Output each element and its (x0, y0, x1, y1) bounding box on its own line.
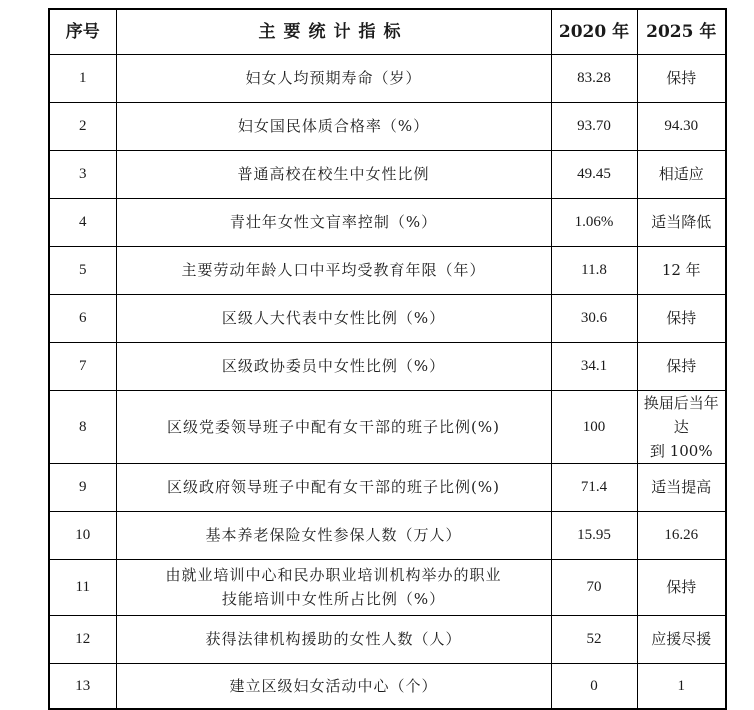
row-value-2025-line2: 到 100% (649, 441, 713, 460)
table-row (49, 54, 726, 102)
row-index: 3 (49, 150, 116, 198)
row-indicator: 青壮年女性文盲率控制（%） (116, 198, 551, 246)
table-row (49, 463, 726, 511)
table-row (49, 511, 726, 559)
row-index: 8 (49, 390, 116, 463)
row-indicator: 妇女国民体质合格率（%） (116, 102, 551, 150)
table-row (49, 342, 726, 390)
row-value-2020: 83.28 (551, 54, 637, 102)
row-value-2025: 相适应 (637, 150, 726, 198)
row-indicator: 主要劳动年龄人口中平均受教育年限（年） (116, 246, 551, 294)
row-value-2020: 52 (551, 615, 637, 663)
row-indicator: 普通高校在校生中女性比例 (116, 150, 551, 198)
row-indicator: 区级政协委员中女性比例（%） (116, 342, 551, 390)
row-indicator (116, 559, 551, 615)
row-value-2025: 94.30 (637, 102, 726, 150)
table-header (49, 9, 726, 54)
row-index: 13 (49, 663, 116, 709)
row-value-2020: 15.95 (551, 511, 637, 559)
row-index: 6 (49, 294, 116, 342)
row-value-2025: 16.26 (637, 511, 726, 559)
table-row (49, 615, 726, 663)
row-index: 5 (49, 246, 116, 294)
row-indicator-line2: 技能培训中女性所占比例（%） (221, 590, 446, 608)
row-value-2025: 保持 (637, 342, 726, 390)
header-year-2020: 2020 年 (551, 9, 637, 54)
row-value-2020: 34.1 (551, 342, 637, 390)
row-indicator: 基本养老保险女性参保人数（万人） (116, 511, 551, 559)
row-value-2020: 11.8 (551, 246, 637, 294)
row-index: 11 (49, 559, 116, 615)
table-row (49, 246, 726, 294)
row-value-2025-line1: 换届后当年达 (643, 393, 719, 436)
row-index: 7 (49, 342, 116, 390)
row-indicator: 获得法律机构援助的女性人数（人） (116, 615, 551, 663)
row-value-2020: 30.6 (551, 294, 637, 342)
table-body (49, 54, 726, 709)
table-row (49, 102, 726, 150)
row-value-2025: 适当提高 (637, 463, 726, 511)
statistics-table (48, 8, 727, 710)
table-row (49, 198, 726, 246)
row-indicator: 区级党委领导班子中配有女干部的班子比例(%) (116, 390, 551, 463)
row-indicator: 区级人大代表中女性比例（%） (116, 294, 551, 342)
row-indicator: 建立区级妇女活动中心（个） (116, 663, 551, 709)
table-row (49, 150, 726, 198)
row-index: 9 (49, 463, 116, 511)
header-year-2025: 2025 年 (637, 9, 726, 54)
row-value-2020: 93.70 (551, 102, 637, 150)
header-indicator: 主要统计指标 (116, 9, 551, 54)
row-value-2020: 100 (551, 390, 637, 463)
row-value-2025: 保持 (637, 54, 726, 102)
row-value-2025: 12 年 (637, 246, 726, 294)
row-value-2025: 应援尽援 (637, 615, 726, 663)
table-row (49, 663, 726, 709)
row-value-2020: 0 (551, 663, 637, 709)
row-index: 12 (49, 615, 116, 663)
row-value-2025: 保持 (637, 559, 726, 615)
row-value-2020: 1.06% (551, 198, 637, 246)
row-indicator-line1: 由就业培训中心和民办职业培训机构举办的职业 (165, 566, 502, 584)
row-value-2025: 1 (637, 663, 726, 709)
table-row (49, 559, 726, 615)
table-row (49, 390, 726, 463)
row-indicator: 妇女人均预期寿命（岁） (116, 54, 551, 102)
row-value-2025 (637, 390, 726, 463)
row-index: 10 (49, 511, 116, 559)
header-row (49, 9, 726, 54)
row-value-2025: 适当降低 (637, 198, 726, 246)
row-index: 4 (49, 198, 116, 246)
row-indicator: 区级政府领导班子中配有女干部的班子比例(%) (116, 463, 551, 511)
row-value-2020: 49.45 (551, 150, 637, 198)
table-row (49, 294, 726, 342)
row-value-2025: 保持 (637, 294, 726, 342)
row-value-2020: 71.4 (551, 463, 637, 511)
header-index: 序号 (49, 9, 116, 54)
row-index: 1 (49, 54, 116, 102)
row-index: 2 (49, 102, 116, 150)
row-value-2020: 70 (551, 559, 637, 615)
